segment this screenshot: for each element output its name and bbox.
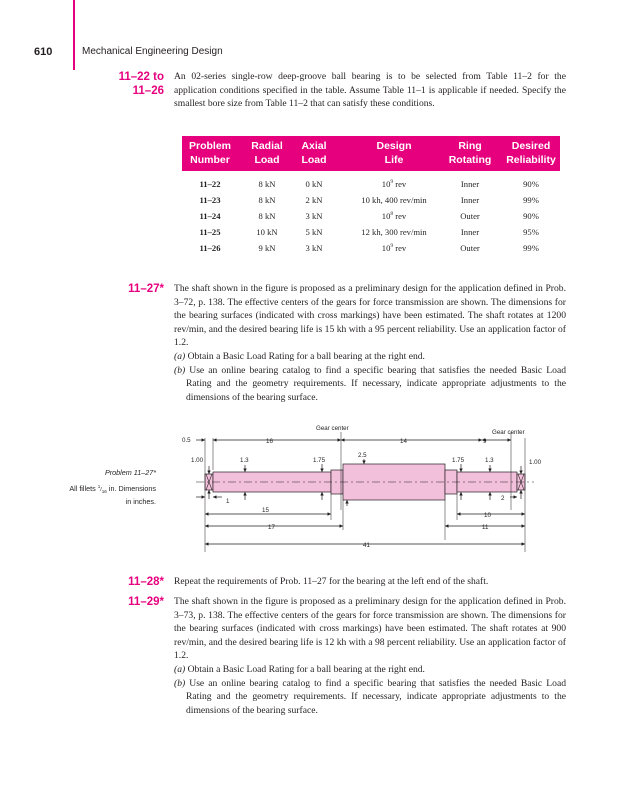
- col-ring-rotating: Ring Rotating: [448, 140, 492, 166]
- dim-14: 14: [400, 438, 407, 445]
- cell-life: $10^9$ rev: [381, 179, 407, 189]
- cell-reliability: 99%: [523, 243, 539, 253]
- cell-ring: Outer: [460, 211, 480, 221]
- fillet-note: All fillets $^1/_{16}$ in. Dimensions: [69, 483, 156, 494]
- dim-41: 41: [363, 542, 370, 549]
- cell-axial: 2 kN: [305, 195, 323, 205]
- cell-life: $10^9$ rev: [381, 243, 407, 253]
- col-problem-number: Problem Number: [188, 140, 231, 166]
- problem-statement: The shaft shown in the figure is proposed as a preliminary design for the application defined in Prob. 3–72, p. 138. The effective centers of the gears for force transmission are shown. The dimensions for the bearing surfaces (indicated with cross markings) have been estimated. The shaft rotates at 1200 rev/min, and the desired bearing life is 15 kh with a 95 percent reliability. Use an application factor of 1.2.: [174, 283, 566, 349]
- cell-radial: 8 kN: [258, 179, 276, 189]
- dim-17: 17: [268, 524, 275, 531]
- problem-number-27: 11–27*: [128, 283, 164, 295]
- cell-axial: 5 kN: [305, 227, 323, 237]
- cell-axial: 3 kN: [305, 211, 323, 221]
- col-desired-reliability: Desired Reliability: [506, 140, 556, 166]
- gear-center-right-label: Gear center: [492, 429, 525, 436]
- dim-15: 15: [262, 507, 269, 514]
- problem-number-29: 11–29*: [128, 596, 164, 608]
- part-a: (a) Obtain a Basic Load Rating for a ball bearing at the right end.: [174, 663, 425, 675]
- cell-reliability: 99%: [523, 195, 539, 205]
- units-note: in inches.: [125, 496, 156, 506]
- problem-number-line2: 11–26: [132, 85, 164, 97]
- dia-1-75-right: 1.75: [452, 457, 465, 464]
- dia-1-75-left: 1.75: [313, 457, 326, 464]
- page-number: 610: [34, 46, 53, 58]
- cell-problem: 11–22: [199, 179, 221, 189]
- cell-radial: 8 kN: [258, 211, 276, 221]
- dia-1-00-right: 1.00: [529, 459, 542, 466]
- cell-problem: 11–24: [199, 211, 221, 221]
- cell-radial: 8 kN: [258, 195, 276, 205]
- cell-life: 10 kh, 400 rev/min: [361, 195, 427, 205]
- dim-16: 16: [266, 438, 273, 445]
- problem-number-line1: 11–22 to: [118, 71, 164, 83]
- figure-title: Problem 11–27*: [104, 468, 156, 477]
- dim-9: 9: [483, 438, 487, 445]
- dim-11: 11: [482, 524, 489, 531]
- col-axial-load: Axial Load: [301, 140, 327, 166]
- problem-28-text: [174, 575, 566, 589]
- problem-statement: Repeat the requirements of Prob. 11–27 for the bearing at the left end of the shaft.: [174, 576, 489, 587]
- cell-problem: 11–26: [199, 243, 221, 253]
- dia-2-5: 2.5: [358, 452, 367, 459]
- cell-ring: Inner: [460, 227, 480, 237]
- cell-ring: Inner: [460, 195, 480, 205]
- cell-ring: Inner: [460, 179, 480, 189]
- part-a: (a) Obtain a Basic Load Rating for a ball bearing at the right end.: [174, 350, 425, 362]
- cell-ring: Outer: [460, 243, 480, 253]
- cell-axial: 3 kN: [305, 243, 323, 253]
- cell-reliability: 90%: [523, 211, 539, 221]
- cell-life: 12 kh, 300 rev/min: [361, 227, 427, 237]
- problem-statement: An 02-series single-row deep-groove ball bearing is to be selected from Table 11–2 for the application conditions specified in the table. Assume Table 11–1 is applicable if needed. Specify the smallest bore size from Table 11–2 that can satisfy these conditions.: [174, 71, 566, 110]
- dim-10: 10: [484, 512, 491, 519]
- cell-reliability: 90%: [523, 179, 539, 189]
- cell-reliability: 95%: [523, 227, 539, 237]
- cell-life: $10^8$ rev: [381, 211, 407, 221]
- col-design-life: Design Life: [376, 140, 412, 166]
- gear-center-left-label: Gear center: [316, 425, 349, 432]
- col-radial-load: Radial Load: [251, 140, 283, 166]
- part-b: (b) Use an online bearing catalog to find a specific bearing that satisfies the needed Basic Load Rating and the geometry requirements. If necessary, indicate appropriate adjustments to the dimensions of the bearing surface.: [174, 677, 566, 716]
- dia-1-3-left: 1.3: [240, 457, 249, 464]
- problem-29-text: [174, 595, 566, 717]
- dia-1-00-left: 1.00: [191, 457, 204, 464]
- part-b: (b) Use an online bearing catalog to find a specific bearing that satisfies the needed Basic Load Rating and the geometry requirements. If necessary, indicate appropriate adjustments to the dimensions of the bearing surface.: [174, 364, 566, 403]
- problem-number-28: 11–28*: [128, 576, 164, 588]
- dim-0-5: 0.5: [182, 437, 191, 444]
- cell-radial: 10 kN: [256, 227, 278, 237]
- problem-statement: The shaft shown in the figure is proposed as a preliminary design for the application defined in Prob. 3–73, p. 138. The effective centers of the gears for force transmission are shown. The dimensions for the bearing surfaces (indicated with cross markings) have been estimated. The shaft rotates at 900 rev/min, and the desired bearing life is 12 kh with a 98 percent reliability. Use an application factor of 1.2.: [174, 596, 566, 662]
- dia-1-3-right: 1.3: [485, 457, 494, 464]
- running-title: Mechanical Engineering Design: [82, 46, 223, 57]
- dim-2: 2: [501, 495, 505, 502]
- cell-axial: 0 kN: [305, 179, 323, 189]
- cell-radial: 9 kN: [258, 243, 276, 253]
- dim-1: 1: [226, 498, 230, 505]
- cell-problem: 11–25: [199, 227, 221, 237]
- cell-problem: 11–23: [199, 195, 221, 205]
